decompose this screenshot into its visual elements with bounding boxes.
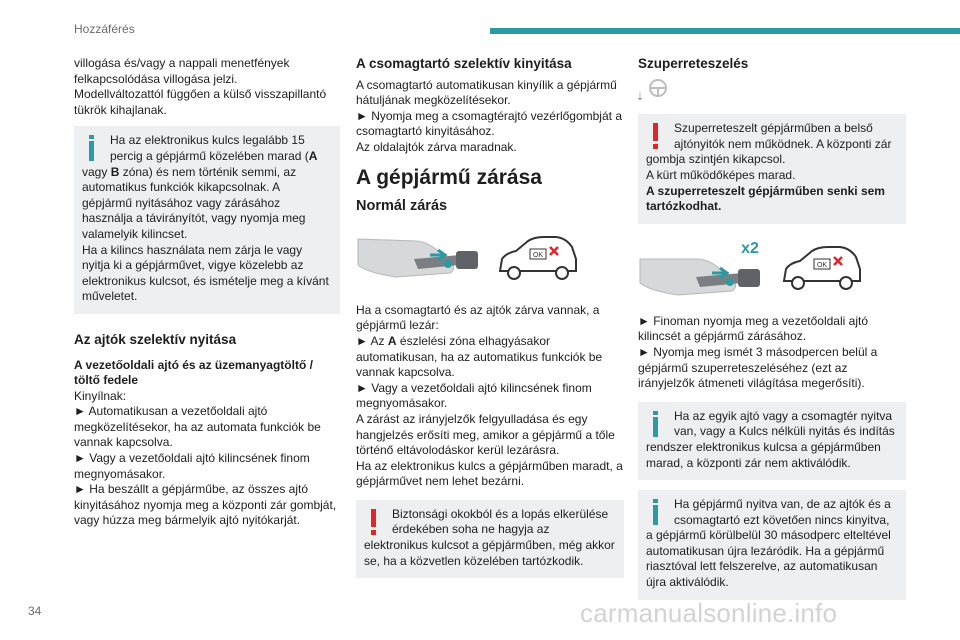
column-3 (638, 56, 906, 600)
warning-note-key-in-car (356, 500, 624, 578)
main-title-locking: A gépjármű zárása (356, 165, 542, 189)
driver-door-subtitle: A vezetőoldali ajtó és az üzemanyagtöltő / töltő fedele (74, 357, 313, 388)
door-handle-press-icon (356, 229, 486, 291)
info-icon (646, 497, 668, 527)
info-note-central-lock-text: Ha az egyik ajtó vagy a csomagtér nyitva van, vagy a Kulcs nélküli nyitás és indítás rendszer elektronikus kulcsa a gépjárműben marad, a központi zár nem aktiválódik. (646, 408, 895, 470)
info-note-auto-relock-text: Ha gépjármű nyitva van, de az ajtók és a csomagtartó ezt követően nincs kinyitva, a gépjármű körülbelül 30 másodperc elteltével automatikusan újra lezáródik. Ha a gépjármű riasztóval lett felszerelve, az automatikusan újra aktiválódik. (646, 497, 891, 590)
header-accent-bar (490, 28, 960, 34)
page-number: 34 (28, 604, 42, 618)
warning-note-text: Biztonsági okokból és a lopás elkerülése érdekében soha ne hagyja az elektronikus kulcsot a gépjárműben, még akkor se, ha a közvetlen közelében tartózkodik. (364, 506, 615, 568)
info-note-central-lock (638, 402, 906, 480)
section-title-trunk-opening: A csomagtartó szelektív kinyitása (356, 56, 572, 71)
door-handle-double-press-icon (638, 237, 770, 303)
info-note-auto-functions (74, 126, 340, 314)
ok-label: OK (532, 251, 544, 259)
subtitle-normal-locking: Normál zárás (356, 198, 448, 215)
section-title-superlocking: Szuperreteszelés (638, 56, 749, 71)
warning-note-superlocking (638, 114, 906, 224)
column-2 (356, 56, 624, 578)
superlocking-steps-text: ► Finoman nyomja meg a vezetőoldali ajtó kilincsét a gépjármű zárásához. ► Nyomja meg ismét 3 másodpercen belül a gépjármű szuperreteszeléséhez (ezt az irányjelzők átmeneti világítása megerősíti). (638, 313, 878, 391)
superlocking-illustration (638, 236, 906, 304)
intro-text: villogása és/vagy a nappali menetfények felkapcsolódása villogása jelzi. Modellváltozattól függően a külső visszapillantó tükrök kihajlanak. (74, 56, 327, 117)
page-header-title: Hozzáférés (74, 22, 135, 36)
times-two-label: x2 (741, 239, 759, 257)
selective-opening-text: Kinyílnak: ► Automatikusan a vezetőoldali ajtó megközelítésekor, ha az automata funkciók be vannak kapcsolva. ► Vagy a vezetőoldali ajtó kilincsének finom megnyomásakor. ► Ha beszállt a gépjárműbe, az összes ajtó kinyitásához nyomja meg a központi zár gombját, vagy húzza meg bármelyik ajtó nyitókarját. (74, 388, 337, 528)
info-icon (82, 133, 104, 163)
normal-locking-illustration (356, 225, 624, 295)
trunk-opening-text: A csomagtartó automatikusan kinyílik a gépjármű hátuljának megközelítésekor. ► Nyomja meg a csomagtérajtó vezérlőgombját a csomagtartó kinyitásához. Az oldalajtók zárva maradnak. (356, 77, 622, 154)
column-1 (74, 56, 340, 529)
warning-superlocking-text: Szuperreteszelt gépjárműben a belső ajtónyitók nem működnek. A központi zár gombja szintjén kikapcsol. A kürt működőképes marad. (646, 121, 892, 182)
warning-superlocking-bold: A szuperreteszelt gépjárműben senki sem tartózkodhat. (646, 183, 885, 214)
car-locked-icon (780, 245, 864, 295)
normal-locking-text: Ha a csomagtartó és az ajtók zárva vannak, a gépjármű lezár: ► Az A észlelési zóna elhagyásakor automatikusan, ha az automatikus funkciók be vannak kapcsolva. ► Vagy a vezetőoldali ajtó kilincsének finom megnyomásakor. A zárást az irányjelzők felgyulladása és egy hangjelzés erősíti meg, amikor a gépjármű a tőle történő eltávolodáskor kerül lezárásra. Ha az elektronikus kulcs a gépjárműben maradt, a gépjárművet nem lehet bezárni. (356, 302, 623, 489)
info-note-auto-relock (638, 490, 906, 600)
steering-wheel-icon (638, 78, 678, 104)
info-note-text: Ha az elektronikus kulcs legalább 15 percig a gépjármű közelében marad (A vagy B zóna) és nem történik semmi, az automatikus funkciók kikapcsolnak. A gépjármű nyitásához vagy zárásához használja a távirányítót, vagy nyomja meg valamelyik kilincset. Ha a kilincs használata nem zárja le vagy nyitja ki a gépjárművet, vigye közelebb az elektronikus kulcsot, és ismételje meg a kívánt műveletet. (82, 133, 329, 304)
car-locked-icon (496, 235, 580, 285)
warning-icon (646, 121, 668, 151)
warning-icon (364, 507, 386, 537)
watermark: carmanualsonline.info (580, 598, 838, 628)
section-title-selective-opening: Az ajtók szelektív nyitása (74, 331, 237, 347)
ok-label: OK (816, 261, 828, 269)
info-icon (646, 409, 668, 439)
